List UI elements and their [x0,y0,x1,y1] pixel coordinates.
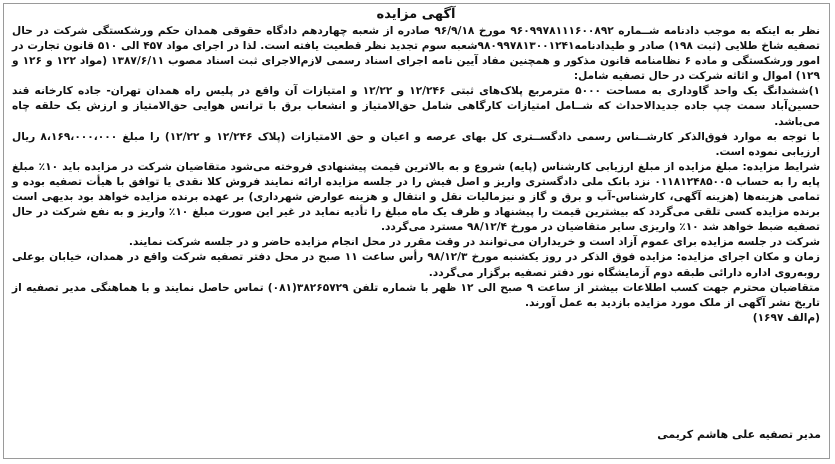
signature: مدیر تصفیه علی هاشم کریمی [657,428,821,441]
notice-paragraph-contact: متقاضیان محترم جهت کسب اطلاعات بیشتر از ساعت ۹ صبح الی ۱۲ ظهر با شماره تلفن ۳۸۲۶۵۷۲۹(۰۸۱) تماس حاصل نمایند و با هماهنگی مدیر تصفیه از تاریخ نشر آگهی از ملک مورد مزایده بازدید به عمل آورند. [12,281,820,309]
notice-reference: (م‌الف ۱۶۹۷) [752,311,820,324]
notice-paragraph-valuation: با توجه به موارد فوق‌الذکر کارشــناس رسمی دادگســتری کل بهای عرصه و اعیان و حق الامتیازات (پلاک ۱۲/۲۴۶ و ۱۲/۲۲) را مبلغ ۸،۱۶۹،۰۰۰،۰۰۰ ریال ارزیابی نموده است. [12,130,820,158]
notice-title: آگهی مزایده [376,7,456,22]
notice-paragraph-property: ۱)ششدانگ یک واحد گاوداری به مساحت ۵۰۰۰ مترمربع پلاک‌های ثبتی ۱۲/۲۴۶ و ۱۲/۲۲ و امتیازات آن واقع در پلیس راه همدان تهران- جاده کارخانه قند حسین‌آباد سمت چپ جاده جدیدالاحداث که شــامل امتیازات کارگاهی شامل حق‌الامتیاز و انشعاب برق با ترانس هوایی حق‌الامتیاز و ارزش یک حلقه چاه می‌باشد. [12,85,820,128]
notice-paragraph-intro: نظر به اینکه به موجب دادنامه شــماره ۹۶۰۹۹۷۸۱۱۱۶۰۰۸۹۲ مورخ ۹۶/۹/۱۸ صادره از شعبه چهاردهم دادگاه حقوقی همدان حکم ورشکستگی شرکت در حال تصفیه شاخ طلایی (ثبت ۱۹۸) صادر و طیدادنامه۹۸۰۹۹۷۸۱۳۰۰۱۲۴۱شعبه سوم تجدید نظر قطعیت یافته است. لذا در اجرای مواد ۴۵۷ الی ۵۱۰ قانون تجارت در امور ورشکستگی و ماده ۶ نظامنامه قانون مذکور و همچنین مفاد آیین نامه اجرای اسناد رسمی لازم‌الاجرای ثبت اسناد مصوب ۱۳۸۷/۶/۱۱ (مواد ۱۲۲ و ۱۲۶ و ۱۲۹) اموال و اثاثه شرکت در حال تصفیه شامل: [12,25,820,83]
notice-paragraph-conditions: شرایط مزایده: مبلغ مزایده از مبلغ ارزیابی کارشناس (پایه) شروع و به بالاترین قیمت پیشنهادی فروخته می‌شود متقاضیان شرکت در مزایده باید ۱۰٪ مبلغ پایه را به حساب ۰۱۱۸۱۲۴۸۵۰۰۵ نزد بانک ملی دادگستری واریز و اصل فیش را در جلسه مزایده ارائه نمایند فروش کلا نقدی یا توافق با هیأت تصفیه بوده و تمامی هزینه‌ها (هزینه آگهی، کارشناس-آب و برق و گاز و نیزمالیات نقل و انتقال و هزینه عوارض شهرداری) بر عهده برنده مزایده خواهد بود بدیهی است برنده مزایده کسی تلقی می‌گردد که بیشترین قیمت را پیشنهاد و ظرف یک ماه مبلغ را تأدیه نماید در غیر این صورت مبلغ ۱۰٪ واریز و به نفع شرکت در حال تصفیه ضبط خواهد شد ۱۰٪ واریزی سایر متقاضیان در مورخ ۹۸/۱۲/۴ مسترد می‌گردد. [12,160,820,234]
notice-paragraph-participation: شرکت در جلسه مزایده برای عموم آزاد است و خریداران می‌توانند در وقت مقرر در محل انجام مزایده حاضر و در جلسه شرکت نمایند. [128,236,820,249]
notice-body [12,6,820,326]
notice-paragraph-time-place: زمان و مکان اجرای مزایده: مزایده فوق الذکر در روز یکشنبه مورخ ۹۸/۱۲/۳ رأس ساعت ۱۱ صبح در محل دفتر تصفیه شرکت واقع در همدان، خیابان بوعلی روبه‌روی اداره دارائی طبقه دوم آزمایشگاه نور دفتر تصفیه برگزار می‌گردد. [12,251,821,279]
